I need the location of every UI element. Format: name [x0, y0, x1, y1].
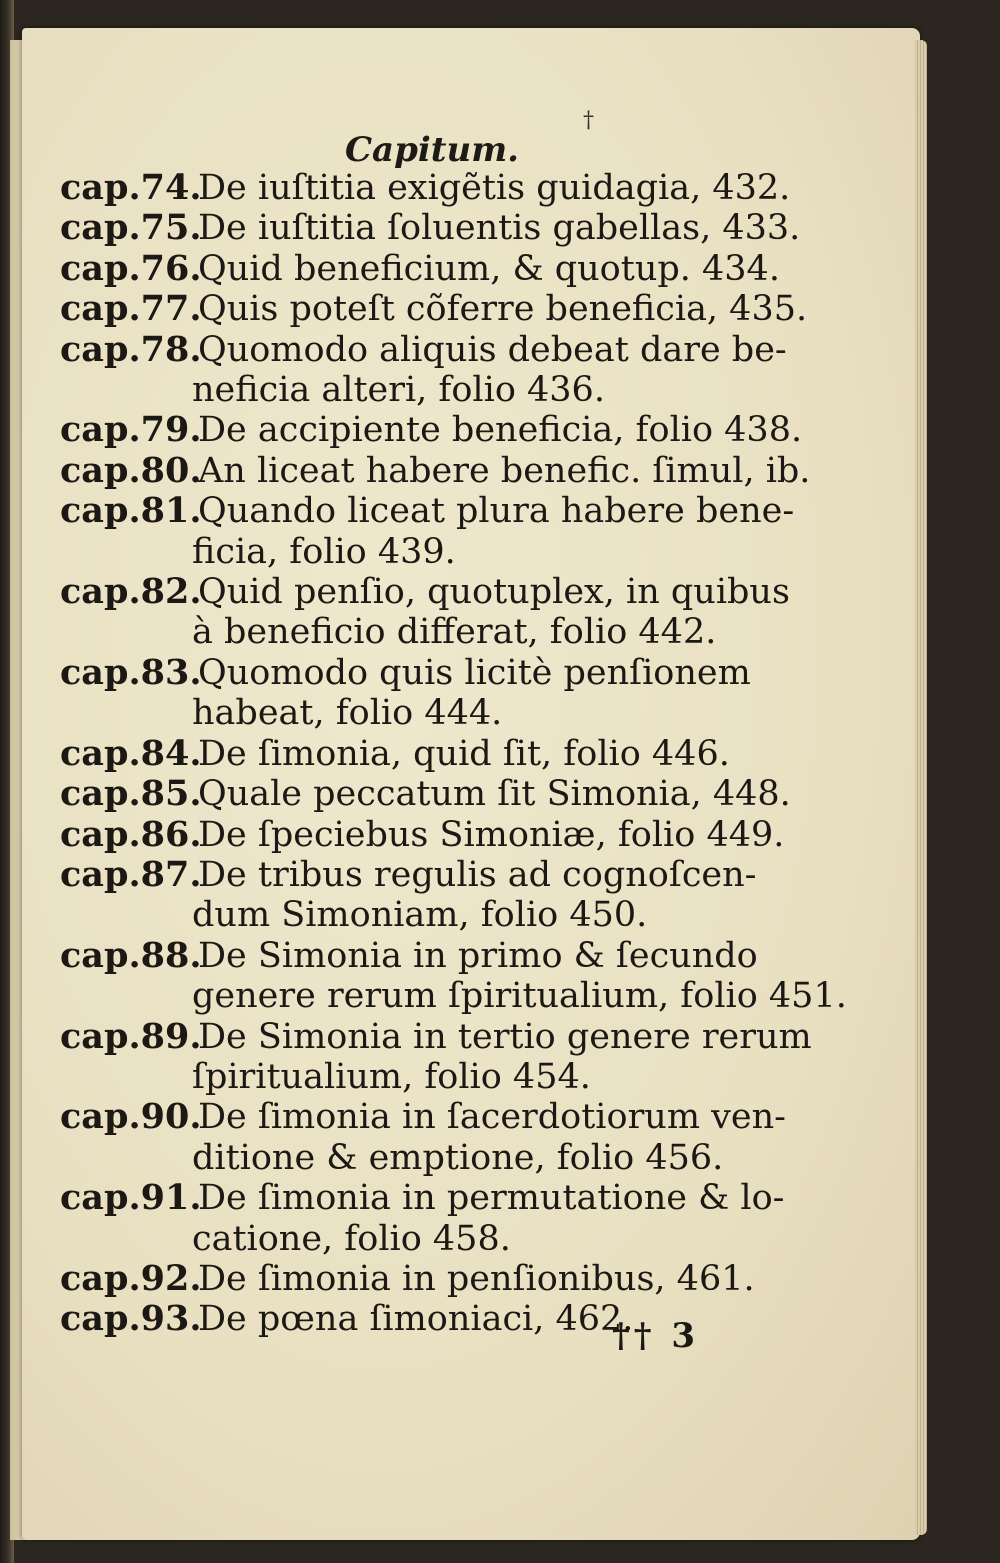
page-stack-edge: [915, 40, 927, 1535]
toc-entry: [60, 249, 780, 289]
chapter-number: cap.76.: [60, 247, 202, 289]
chapter-title-continuation: ficia, folio 439.: [192, 531, 456, 572]
chapter-number: cap.88.: [60, 934, 202, 976]
chapter-title-continuation: dum Simoniam, folio 450.: [192, 895, 648, 936]
toc-entry: [60, 490, 795, 532]
chapter-number: cap.87.: [60, 853, 202, 895]
chapter-title: Quis poteſt cõferre beneficia, 435.: [198, 289, 808, 330]
chapter-title: De tribus regulis ad cognoſcen-: [198, 854, 757, 895]
toc-entry: [60, 207, 801, 249]
chapter-title: Quid beneficium, & quotup. 434.: [198, 248, 780, 289]
running-head: Capitum.: [345, 130, 520, 170]
toc-entry: [60, 1177, 785, 1219]
chapter-title: De ſimonia, quid ſit, folio 446.: [198, 733, 730, 774]
chapter-title: Quomodo quis licitè penſionem: [198, 652, 751, 693]
table-of-contents: [60, 167, 847, 1340]
chapter-number: cap.78.: [60, 328, 202, 370]
chapter-title-continuation: genere rerum ſpiritualium, folio 451.: [192, 976, 847, 1017]
chapter-title: De ſimonia in ſacerdotiorum ven-: [198, 1097, 787, 1138]
chapter-title: De ſimonia in penſionibus, 461.: [198, 1258, 755, 1299]
chapter-number: cap.90.: [60, 1096, 202, 1138]
toc-entry: [60, 1259, 780, 1299]
chapter-title: Quid penſio, quotuplex, in quibus: [198, 572, 790, 613]
chapter-number: cap.80.: [60, 449, 202, 491]
chapter-number: cap.85.: [60, 773, 202, 815]
chapter-title: De Simonia in tertio genere rerum: [198, 1016, 812, 1057]
chapter-number: cap.92.: [60, 1257, 202, 1299]
signature-mark: †† 3: [612, 1316, 700, 1356]
chapter-number: cap.82.: [60, 571, 202, 613]
chapter-number: cap.89.: [60, 1015, 202, 1057]
chapter-number: cap.77.: [60, 288, 202, 330]
toc-entry: [60, 936, 780, 976]
chapter-title: An liceat habere benefic. ſimul, ib.: [198, 450, 811, 491]
chapter-title: Quomodo aliquis debeat dare be-: [198, 329, 787, 370]
chapter-number: cap.91.: [60, 1177, 202, 1219]
chapter-title: De ſpeciebus Simoniæ, folio 449.: [198, 814, 785, 855]
toc-entry: [60, 1015, 812, 1057]
toc-entry: [60, 773, 791, 815]
toc-entry: [60, 1096, 787, 1138]
toc-entry: [60, 288, 808, 330]
chapter-number: cap.74.: [60, 167, 202, 208]
chapter-number: cap.84.: [60, 732, 202, 774]
chapter-number: cap.86.: [60, 813, 202, 855]
toc-entry: [60, 855, 780, 895]
chapter-title: De accipiente beneficia, folio 438.: [198, 410, 803, 451]
chapter-title: Quando liceat plura habere bene-: [198, 491, 795, 532]
chapter-number: cap.79.: [60, 409, 202, 451]
toc-entry: [60, 571, 790, 613]
chapter-number: cap.93.: [60, 1298, 202, 1340]
chapter-number: cap.83.: [60, 651, 202, 693]
chapter-title-continuation: ſpiritualium, folio 454.: [192, 1056, 591, 1097]
toc-entry: [60, 167, 791, 208]
toc-entry: [60, 734, 780, 774]
toc-entry: [60, 653, 780, 693]
chapter-title-continuation: habeat, folio 444.: [192, 693, 503, 734]
chapter-title-continuation: ditione & emptione, folio 456.: [192, 1137, 724, 1178]
chapter-title: De iuſtitia exigẽtis guidagia, 432.: [198, 168, 791, 208]
chapter-number: cap.75.: [60, 207, 202, 249]
ornament-mark: †: [583, 108, 594, 133]
chapter-title: De pœna ſimoniaci, 462.: [198, 1299, 634, 1340]
toc-entry: [60, 813, 785, 855]
toc-entry: [60, 409, 803, 451]
chapter-title-continuation: catione, folio 458.: [192, 1218, 511, 1259]
chapter-title: Quale peccatum ſit Simonia, 448.: [198, 774, 791, 815]
chapter-title: De Simonia in primo & ſecundo: [198, 935, 758, 976]
chapter-number: cap.81.: [60, 490, 202, 532]
toc-entry: [60, 449, 811, 491]
chapter-title: De iuſtitia ſoluentis gabellas, 433.: [198, 208, 801, 249]
chapter-title-continuation: neficia alteri, folio 436.: [192, 370, 605, 411]
chapter-title-continuation: à beneficio differat, folio 442.: [192, 612, 717, 653]
toc-entry: [60, 328, 787, 370]
chapter-title: De ſimonia in permutatione & lo-: [198, 1178, 785, 1219]
